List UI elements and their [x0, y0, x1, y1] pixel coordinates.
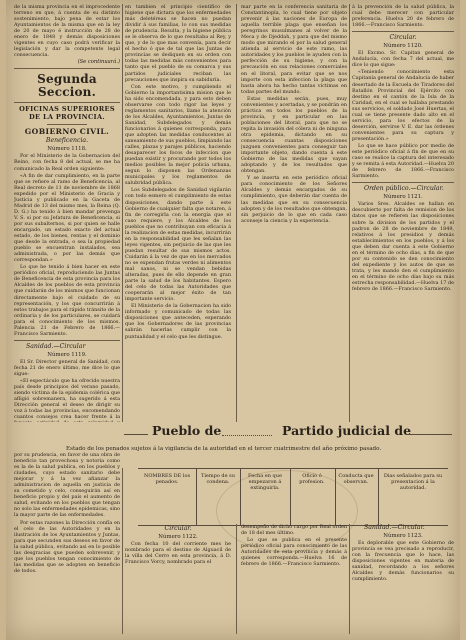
paragraph: Los Subdelegados de Sanidad vigilarán con todo esmero el cumplimiento de estas disposiciones, dando parte á este Gobierno de cualquier falta que notaren, á fin de corregirla con la energía que el caso requiere, y los Alcaldes de los pueblos que no contribuyan con eficacia á la realizacion de estas medidas, incurrirán en la responsabilidad que les señalan las leyes vigentes, sin perjuicio de las que les puedan resultar de sus mismos actos. Cuidarán á la vez de que en los mercados no se expendan frutas verdes ni alimentos mal sanos, ni se vendan bebidas alteradas, pues de ello depende en gran parte la salud de los habitantes. Espero del celo de todas las Autoridades que cooperarán al mejor éxito de tan importante servicio. — [125, 187, 231, 303]
section-title: Segunda Seccion. — [37, 72, 97, 100]
form-description: Estado de los penados sujetos á la vigilancia de la autoridad en el tercer cuatrimestre del año próximo pasado. — [66, 446, 382, 452]
table-header: Tiempo de su condena. — [201, 473, 235, 485]
table-divider — [290, 469, 291, 525]
section-label-circular: Circular. — [389, 34, 417, 42]
column-2 — [125, 4, 231, 422]
paragraph: «A fin de dar cumplimiento, en la parte que se refiere al ramo de Beneficencia, al Real decreto de 11 de noviembre de 1868 expedido por el Ministerio de Gracia y Justicia y publicado en la Gaceta de Madrid de 13 del mismo mes, la Reina (Q. D. G.) ha tenido á bien mandar prevenga V. S. si por su Jefatura de Beneficencia, si por sus subalternos, si por quien se halle encargado, un estado exacto del actual estado, de los bienes, rentas y el dominio que desde la entrada, o sea la propiedad pueblo se encuentran instalados, sea administrada, o por las demás que correspondan.» — [14, 172, 120, 264]
table-divider — [335, 469, 336, 525]
paragraph: Es deplorable que este Gobierno de provincia se vea precisado a reproducir, con la frecuencia que lo hace, las disposiciones vigentes en materia de sanidad, recordando a los señores Alcaldes y demás funcionarios su cumplimiento. — [352, 540, 454, 583]
continues-note: (Se continuará.) — [77, 59, 120, 66]
paragraph: Con fecha 10 del corriente mes he nombrado para el destino de Alguacil de la villa del Cerro en esta provincia, á D. Francisco Vorcy, nombrado para el — [125, 541, 231, 566]
column-divider — [349, 4, 350, 422]
paragraph: á la prevención de la salud pública, la cual debe merecer con particular preferencia. Huelva 20 de febrero de 1866.—Francisco Sarmiento. — [352, 4, 454, 29]
column-1 — [14, 4, 120, 422]
ornament-line — [406, 434, 452, 435]
paragraph: Y se inserta en este periódico oficial para conocimiento de los Señores Alcaldes y demás encargados de su cumplimiento, que deberán dar cuenta de las medidas que en su consecuencia adopten y de los resultados que obtengan, sin perjuicio de lo que en cada caso aconseje la ciencia y la experiencia. — [241, 175, 347, 224]
table-divider — [378, 469, 379, 525]
paragraph: Varios Sres. Alcaldes se hallan en descubierto por falta de remision de los datos que se refieren las disposiciones sobre la division de los partidos y el padron de 28 de noviembre de 1849, relativos á los presidios y demás establecimientos en los pueblos, y á los que deben dar cuenta á este Gobierno en el término de ocho días, a fin de que por su contenido se den conocimiento del expediente y los autos de que se trata, y les mando den el cumplimiento en el término de ocho días bajo su más estrecha responsabilidad.—Huelva 17 de febrero de 1866.—Francisco Sarmiento. — [352, 201, 454, 293]
table-divider — [196, 469, 197, 525]
column-4 — [352, 4, 454, 422]
paragraph: Lo que he tenido á bien hacer en este periódico oficial, reproduciendo las Juntas de Beneficencia de esta provincia para los Alcaldes de los pueblos de esta provincia que cuidarán de los mismos que funcionan directamente bajo el cuidado de su representación, y los que concurrirán á estos trabajos para el rápido tránsito de la ordinaria y de los particulares, se cuidará para el conocimiento de los mismos. Palencia 21 de Febrero de 1866.—Francisco Sarmiento. — [14, 264, 120, 337]
paragraph: Lo que se publica en el presente periódico oficial para conocimiento de las Autoridades de esta provincia y demás á quienes corresponda.—Huelva 16 de febrero de 1866.—Francisco Sarmiento. — [241, 537, 347, 568]
notice-number: Número 1122. — [158, 534, 198, 541]
paragraph: Estas medidas serán, pues, muy convenientes y acertadas, y se pondrán en práctica en todos los pueblos de la provincia, y en particular en las poblaciones del litoral, para que no se repita la invasión del cólera ni de ninguna otra epidemia, dictando en su consecuencia cuantas disposiciones juzguen convenientes para conseguir tan importante objeto, dando cuenta á este Gobierno de las medidas que vayan adoptando y de los resultados que obtengan. — [241, 95, 347, 175]
section-label-sanidad: Sanidad.—Circular — [26, 342, 86, 350]
offices-heading: OFICINAS SUPERIORES DE LA PROVINCIA. — [19, 105, 115, 121]
table-header: Fecha en que empezaron á extinguirla. — [248, 473, 282, 491]
paragraph: en tambien el principio científico de higiene que dictara que los enfermedades más deletéreas se hacen no puedan dividir á sus familias, lo con sus medidas de prudencia. Resulta, y la higiene pública se le observa de lo que resultaba al Rey, y que, y de lo que mas convenía, para decir el hecho ó que de tal que las Juntas de provincias se dediquen en su orden con todas las medidas más convenientes para tanto que el pueblo de su comarca y sus partidos judiciales reciban las precauciones que inspira su sabiduría. — [125, 4, 231, 83]
section-label-circular: Circular. — [164, 525, 192, 532]
partido-label: Partido judicial de — [282, 423, 412, 438]
divider — [14, 68, 120, 69]
section-label-sanidad: Sanidad.—Circular. — [364, 524, 425, 531]
column-3 — [241, 4, 347, 422]
column-4-lower — [352, 524, 454, 634]
paragraph: mar parte en la conferencia sanitaria de Constantinopla, lo cual tiene por objeto prevenir á las naciones de Europa de aquella terrible plaga que enseñan los peregrinos musulmanes al volver de la Meca y de Djeddah, y para que del mismo modo que mirando el por la salud general atienda al servicio de este ramo, las autoridades y los pueblos le ayuden con la perfección de su higiene, y con la precaución en sus relaciones comerciales en el litoral, para evitar que se nos importe con esta infeccion la plaga que hasta ahora ha hecho tantas víctimas en todas partes del mundo. — [241, 4, 347, 95]
paragraph: «El espectáculo que ha ofrecido nuestra país desde principios del verano pasado, siendo víctima de la epidemia colérica que afligió sobremanera, ha sugerido á esta Dirección general el deseo de dirigir su voz á todas las provincias, encomendando cuantos consejos crea hacer frente á la — [14, 378, 120, 421]
table-header: Dias señalados para su presentacion á la autoridad. — [383, 473, 443, 491]
paragraph: Lo que se hace público por medio de este periódico oficial á fin de que en su caso se realice la captura del interesado y se remita á esta Autoridad.—Huelva 20 de febrero de 1866.—Francisco Sarmiento. — [352, 142, 454, 180]
paragraph: «Teniendo conocimiento esta Capitanía general de Andalucía de haber desertado de la Escuela de Tiradores del Batallón Provincial del Ejército con destino en el cantón de la Isla de la Caridad, en el cual se hallaba prestando sus servicios, el soldado José Huertas, el cual se tiene presente dado alto en el servicio, para los efectos de la deserción, servirse V. E. dar las órdenes convenientes para su captura y presentación.» — [352, 69, 454, 142]
notice-number: Número 1120. — [383, 43, 423, 50]
penados-table — [138, 468, 448, 526]
paragraph: Con este motivo, y cumpliendo el Gobierno la importantisima mision que le ha sido encomendada, y para esto deben observarse con todo rigor las leyes y reglamentos sanitarios, llamo la atención de los Alcaldes, Ayuntamientos, Juntas de Sanidad, Subdelegados y demás funcionarios á quienes corresponda, para que adopten las medidas conducentes al saneamiento de sus pueblos, limpiando las calles, plazas y parajes públicos, haciendo desaparecer los focos de infeccion que puedan existir y procurando por todos los medios posibles la mejor policía urbana, segun lo disponen las Ordenanzas municipales y los reglamentos de salubridad pública. — [125, 83, 231, 187]
table-header: Oficio ó profesion. — [299, 473, 325, 485]
section-label-beneficencia: Beneficencia. — [45, 137, 89, 145]
notice-number: Número 1121. — [383, 194, 423, 201]
column-divider — [122, 468, 123, 634]
column-divider — [349, 524, 350, 634]
newspaper-page — [6, 0, 460, 640]
paragraph: por su prudencia, en favor de una obra de beneficio tan provechosa y notoria como es la de la salud publica, en los pueblos y ciudades, cuyo estado sanitario debe mejorar y á la vez afianzar la administracion de aquella en justicia de su cometido y celo, conseguirán así en beneficio propio y del país el aumento de salud, evitando en los pueblos que tengan no solo las enfermedades epidemicas, sino la mayor parte de las enfermedades. — [14, 452, 120, 519]
paragraph: desempeño de dicho cargo por Real orden de 18 del mes último. — [241, 524, 347, 537]
paragraph: Por estas razones la Dirección confía en el celo de las Autoridades y en la ilustración de los Ayuntamientos y Juntas, para que secunden sus deseos en favor de la salud pública, evitando asi en lo posible las desgracias que pueden sobrevenir, y que los pueblos tengan conocimiento de las medidas que se adopten en beneficio de todos. — [14, 519, 120, 574]
section-label-orden-publico: Orden público.—Circular. — [364, 185, 444, 193]
notice-number: Número 1118. — [47, 146, 87, 153]
divider — [352, 31, 454, 32]
notice-number: Número 1123. — [383, 533, 423, 540]
divider — [14, 340, 120, 341]
table-divider — [240, 469, 241, 525]
column-divider — [122, 4, 123, 422]
divider — [47, 124, 87, 125]
divider — [352, 182, 454, 183]
paragraph: El Ministerio de la Gobernacion ha sido informado y comunicado de todas las disposiciones que anteceden, esperando que los Gobernadores de las provincias sabrán hacerlas cumplir con la puntualidad y el celo que les distingue. — [125, 303, 231, 340]
column-3-lower — [241, 524, 347, 634]
pueblo-label: Pueblo de — [152, 423, 222, 438]
civil-government-heading: GOBIERNO CIVIL. — [24, 127, 110, 137]
paragraph: El Excmo. Sr. Capitan general de Andalucía, con fecha 7 del actual, me dice lo que sigue: — [352, 50, 454, 69]
table-header: NOMBRES DE los penados. — [143, 473, 191, 485]
column-2-lower — [125, 524, 231, 634]
column-divider — [236, 4, 237, 422]
paragraph: El Sr. Director general de Sanidad, con fecha 21 de enero último, me dice lo que sigue: — [14, 358, 120, 378]
notice-number: Número 1119. — [47, 351, 87, 358]
paragraph: Por el Ministerio de la Gobernacion del Reino, con fecha 8 del actual, se me ha comunicado la Real orden siguiente: — [14, 153, 120, 172]
ornament-line — [124, 434, 148, 435]
column-divider — [236, 524, 237, 634]
divider — [14, 102, 120, 103]
form-banner — [14, 422, 454, 442]
column-1-lower — [14, 452, 120, 634]
table-header: Conducta que observan. — [338, 473, 374, 485]
blank-line — [222, 435, 272, 436]
intro-paragraph: de la misma provincia en el improcedente terreno en que, á cuenta de su distinto sostenimiento, bajo pena de estar los Ayuntamientos de la misma que en la ley de 20 de mayo é instrucción de 28 de enero de 1848 y demás disposiciones vigentes en cuyo caso podrá verificar la legislación y dar la competente legal consecuencia. — [14, 4, 120, 59]
